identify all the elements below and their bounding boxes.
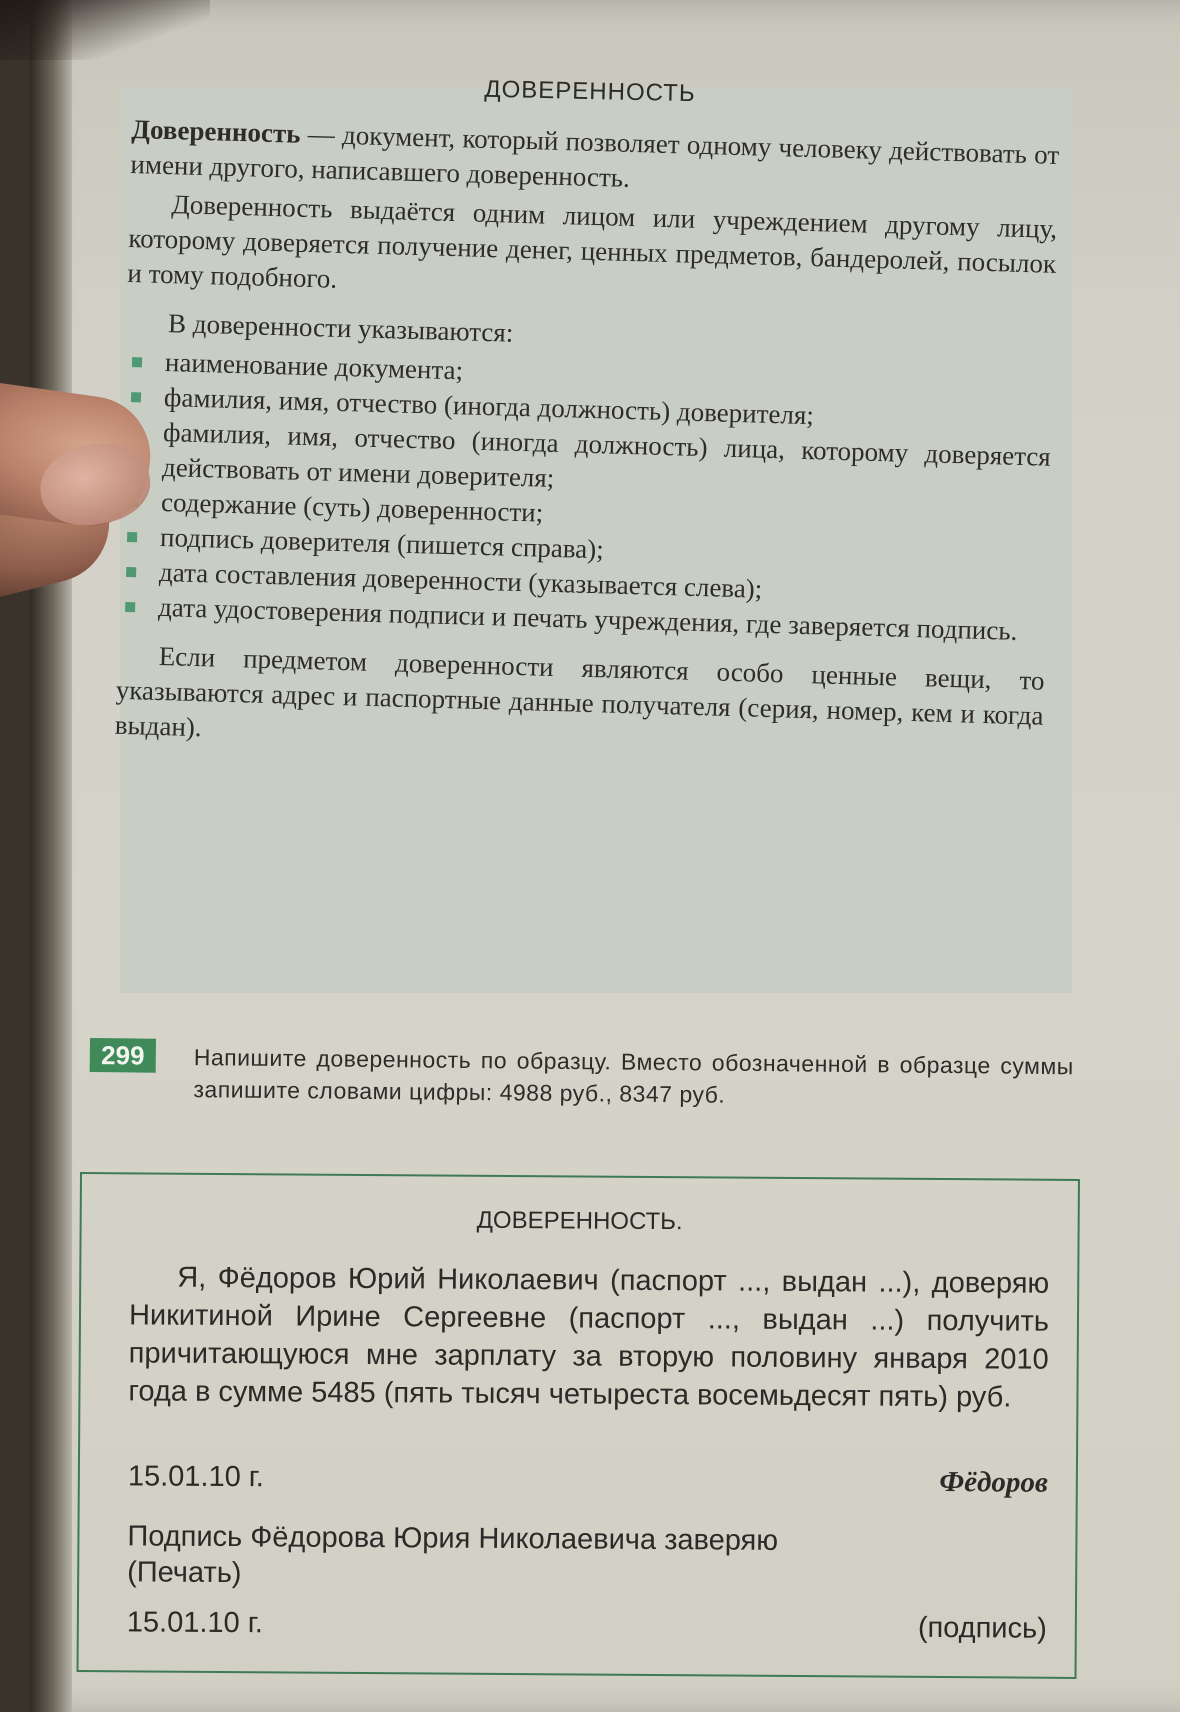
corner-shadow [0,0,210,60]
theory-content [114,112,1059,769]
requirements-list [118,344,1053,650]
list-item: дата удостоверения подписи и печать учреждения, где заверяется подпись. [158,590,1047,650]
sample-date: 15.01.10 г. [127,1460,265,1494]
exercise-number-badge: 299 [90,1038,156,1073]
definition-term: Доверенность [131,113,301,149]
sample-certification [127,1518,1047,1596]
list-item: фамилия, имя, отчество (иногда должность) лица, которому доверяется действовать от имени доверителя; [162,415,1052,510]
certify-line: Подпись Фёдорова Юрия Николаевича заверяю [127,1520,779,1557]
bullet-icon [127,532,137,542]
list-item: наименование документа; [165,345,1054,405]
sample-signature: Фёдоров [939,1466,1048,1499]
sample-body [128,1258,1049,1416]
list-intro: В доверенности указываются: [167,308,514,348]
sample-body-text: Я, Фёдоров Юрий Николаевич (паспорт ..., выдан ...), доверяю Никитиной Ирине Сергеевне (паспорт ..., выдан ...) получить причитающуюся мне зарплату за вторую половину января 2010 года в сумме 5485 (пять тысяч четыреста восемьдесят пять) руб. [128,1261,1050,1414]
sample-date-row [127,1460,1048,1499]
bullet-icon [132,357,142,367]
list-item: подпись доверителя (пишется справа); [160,520,1049,580]
signature-placeholder: (подпись) [917,1611,1047,1645]
stamp-line: (Печать) [127,1556,242,1590]
list-item: фамилия, имя, отчество (иногда должность) доверителя; [164,380,1053,440]
extra-paragraph: Если предметом доверенности являются особо ценные вещи, то указываются адрес и паспортные данные получателя (серия, номер, кем и когда выдан). [114,640,1045,743]
definition-text: — документ, который позволяет одному человеку действовать от имени другого, написавшего доверенность. [130,118,1060,193]
list-item: содержание (суть) доверенности; [161,485,1050,545]
sample-certify-date-row [126,1606,1047,1645]
page-edge [30,0,72,1712]
list-item: дата составления доверенности (указывается слева); [159,555,1048,615]
bullet-icon [125,602,135,612]
sample-document-frame [77,1172,1080,1679]
sample-title: ДОВЕРЕННОСТЬ. [476,1206,683,1236]
certify-date: 15.01.10 г. [126,1606,264,1640]
exercise-text: Напишите доверенность по образцу. Вместо обозначенной в образце суммы запишите словами цифры: 4988 руб., 8347 руб. [193,1044,1074,1108]
issued-paragraph: Доверенность выдаётся одним лицом или учреждением другому лицу, которому доверяется получение денег, ценных предметов, бандеролей, посылок и тому подобного. [127,189,1058,294]
theory-title: ДОВЕРЕННОСТЬ [484,75,696,108]
bullet-icon [126,567,136,577]
bullet-icon [131,392,141,402]
